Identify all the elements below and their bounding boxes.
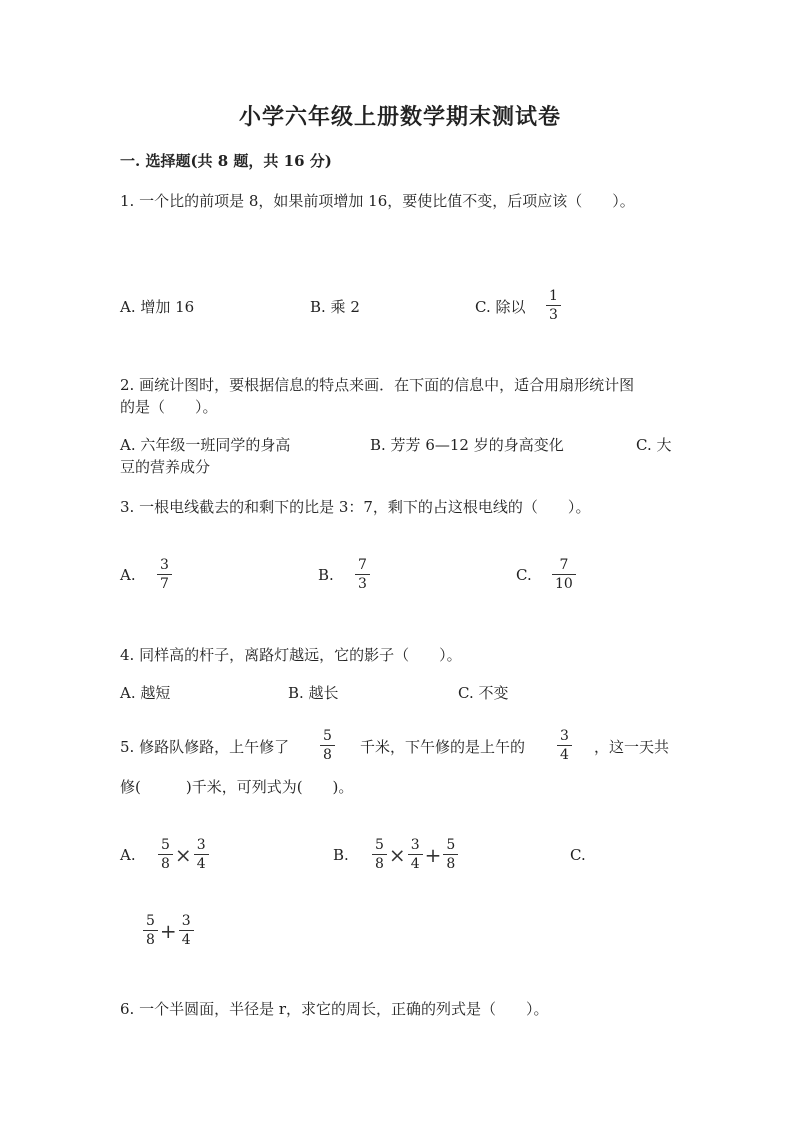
- q3-option-a: A.: [120, 566, 136, 584]
- q5-option-c: C.: [570, 846, 586, 864]
- q5-option-a: A.: [120, 846, 136, 864]
- fraction: [443, 838, 458, 871]
- operator: ×: [388, 842, 406, 867]
- numerator: 3: [410, 837, 420, 853]
- numerator: 3: [560, 728, 569, 744]
- q5-option-b: B.: [333, 846, 349, 864]
- denominator: 4: [408, 854, 423, 871]
- q1-option-c: C. 除以: [475, 298, 526, 316]
- denominator: 8: [372, 854, 387, 871]
- q3-option-c-fraction: [552, 558, 576, 591]
- denominator: 4: [194, 854, 209, 871]
- question-5-stem-part2: 千米，下午修的是上午的: [360, 738, 526, 756]
- q1-option-c-fraction: [546, 289, 561, 322]
- operator: +: [159, 918, 177, 943]
- question-4-stem: 4. 同样高的杆子，离路灯越远，它的影子（ ）。: [120, 646, 462, 664]
- q2-option-c-continued: 豆的营养成分: [120, 458, 211, 476]
- numerator: 5: [446, 837, 456, 853]
- numerator: 7: [358, 557, 367, 573]
- question-5-stem-line2: 修( )千米，可列式为( )。: [120, 778, 354, 796]
- denominator: 8: [443, 854, 458, 871]
- page-title: 小学六年级上册数学期末测试卷: [238, 104, 561, 130]
- numerator: 3: [196, 837, 206, 853]
- q4-option-b: B. 越长: [288, 684, 339, 702]
- fraction: [194, 838, 209, 871]
- q3-option-a-fraction: [157, 558, 172, 591]
- denominator: 4: [557, 745, 572, 762]
- question-2-stem-line2: 的是（ ）。: [120, 398, 218, 416]
- operator: +: [424, 842, 442, 867]
- numerator: 5: [146, 913, 155, 929]
- q5-option-c-expression: [143, 914, 194, 947]
- operator: ×: [174, 842, 192, 867]
- q3-option-c: C.: [516, 566, 532, 584]
- q3-option-b-fraction: [355, 558, 370, 591]
- denominator: 10: [552, 574, 576, 591]
- q2-option-a: A. 六年级一班同学的身高: [120, 436, 291, 454]
- numerator: 1: [549, 288, 558, 304]
- numerator: 5: [375, 837, 384, 853]
- q4-option-c: C. 不变: [458, 684, 509, 702]
- question-2-stem-line1: 2. 画统计图时，要根据信息的特点来画．在下面的信息中，适合用扇形统计图: [120, 376, 635, 394]
- q3-option-b: B.: [318, 566, 334, 584]
- fraction: [372, 838, 387, 871]
- denominator: 8: [143, 930, 158, 947]
- q5-stem-fraction-1: [320, 729, 335, 762]
- fraction: [408, 838, 423, 871]
- denominator: 3: [355, 574, 370, 591]
- q4-option-a: A. 越短: [120, 684, 171, 702]
- numerator: 3: [181, 913, 191, 929]
- fraction: [143, 914, 158, 947]
- question-5-stem-part3: ，这一天共: [594, 738, 670, 756]
- q5-stem-fraction-2: [557, 729, 572, 762]
- q5-option-a-expression: [158, 838, 209, 871]
- question-1-stem: 1. 一个比的前项是 8，如果前项增加 16，要使比值不变，后项应该（ ）。: [120, 192, 635, 210]
- numerator: 3: [160, 557, 169, 573]
- q2-option-c: C. 大: [636, 436, 672, 454]
- numerator: 5: [323, 728, 332, 744]
- denominator: 7: [157, 574, 172, 591]
- section-heading: 一. 选择题(共 8 题，共 16 分): [120, 152, 332, 170]
- fraction: [179, 914, 194, 947]
- fraction: [158, 838, 173, 871]
- q5-option-b-expression: [372, 838, 458, 871]
- denominator: 8: [158, 854, 173, 871]
- q1-option-a: A. 增加 16: [120, 298, 195, 316]
- numerator: 5: [161, 837, 170, 853]
- q2-option-b: B. 芳芳 6—12 岁的身高变化: [370, 436, 564, 454]
- q1-option-b: B. 乘 2: [310, 298, 360, 316]
- denominator: 4: [179, 930, 194, 947]
- question-5-stem-part1: 5. 修路队修路，上午修了: [120, 738, 290, 756]
- numerator: 7: [559, 557, 569, 573]
- question-6-stem: 6. 一个半圆面，半径是 r，求它的周长，正确的列式是（ ）。: [120, 1000, 549, 1018]
- question-3-stem: 3. 一根电线截去的和剩下的比是 3：7，剩下的占这根电线的（ ）。: [120, 498, 591, 516]
- denominator: 3: [546, 305, 561, 322]
- denominator: 8: [320, 745, 335, 762]
